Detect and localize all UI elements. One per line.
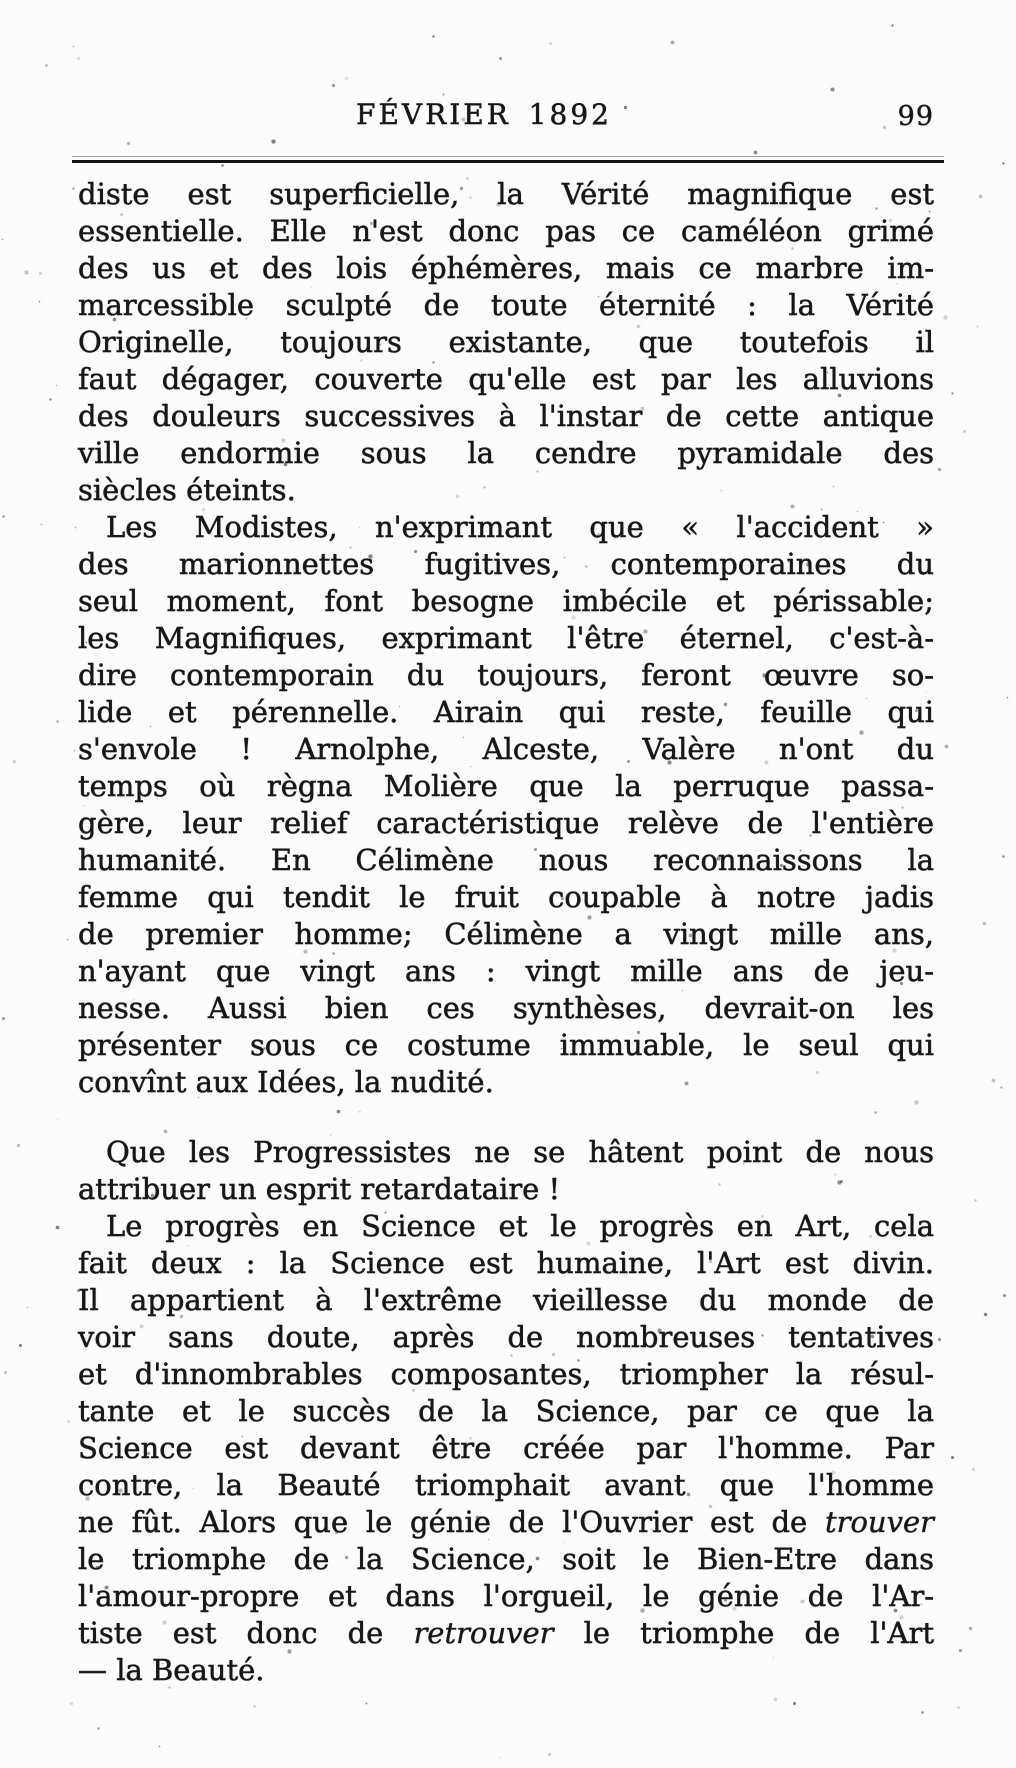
- text-line: de premier homme; Célimène a vingt mille ans,: [78, 917, 934, 951]
- text-line: siècles éteints.: [78, 473, 296, 507]
- text-line: les Magnifiques, exprimant l'être éternel, c'est-à-: [78, 621, 934, 655]
- text-line: Que les Progressistes ne se hâtent point de nous: [106, 1135, 934, 1169]
- page-number: 99: [897, 101, 934, 132]
- text-line: fait deux : la Science est humaine, l'Art est divin.: [78, 1246, 934, 1280]
- text-line: marcessible sculpté de toute éternité : la Vérité: [78, 288, 934, 322]
- text-line: temps où règna Molière que la perruque passa-: [78, 769, 934, 803]
- plain-text: tiste est donc de: [78, 1616, 414, 1650]
- text-line: Science est devant être créée par l'homme. Par: [78, 1431, 934, 1465]
- text-line: l'amour-propre et dans l'orgueil, le génie de l'Ar-: [78, 1579, 934, 1613]
- plain-text: ne fût. Alors que le génie de l'Ouvrier est de: [78, 1505, 825, 1539]
- text-line: seul moment, font besogne imbécile et périssable;: [78, 584, 934, 618]
- text-line: contre, la Beauté triomphait avant que l'homme: [78, 1468, 934, 1502]
- text-line: [78, 1615, 934, 1652]
- text-line: femme qui tendit le fruit coupable à notre jadis: [78, 880, 934, 914]
- text-line: présenter sous ce costume immuable, le seul qui: [78, 1028, 934, 1062]
- text-line: n'ayant que vingt ans : vingt mille ans de jeu-: [78, 954, 934, 988]
- header-rule: [72, 156, 944, 163]
- text-line: le triomphe de la Science, soit le Bien-Etre dans: [78, 1542, 934, 1576]
- text-line: des douleurs successives à l'instar de cette antique: [78, 399, 934, 433]
- text-line: — la Beauté.: [78, 1653, 265, 1687]
- text-line: des us et des lois éphémères, mais ce marbre im-: [78, 251, 934, 285]
- text-line: nesse. Aussi bien ces synthèses, devrait-on les: [78, 991, 934, 1025]
- running-title: FÉVRIER 1892: [356, 98, 612, 131]
- plain-text: le triomphe de l'Art: [553, 1616, 934, 1650]
- text-line: Originelle, toujours existante, que toutefois il: [78, 325, 934, 359]
- text-line: humanité. En Célimène nous reconnaissons la: [78, 843, 934, 877]
- paragraph: [78, 1134, 934, 1208]
- paragraph: [78, 176, 934, 509]
- scan-noise-speckles: [0, 0, 1, 1]
- text-line: voir sans doute, après de nombreuses tentatives: [78, 1320, 934, 1354]
- text-line: essentielle. Elle n'est donc pas ce caméléon grimé: [78, 214, 934, 248]
- page-body: [78, 176, 934, 1689]
- text-line: tante et le succès de la Science, par ce que la: [78, 1394, 934, 1428]
- text-line: ville endormie sous la cendre pyramidale des: [78, 436, 934, 470]
- text-line: Le progrès en Science et le progrès en Art, cela: [106, 1209, 934, 1243]
- paragraph: [78, 1208, 934, 1689]
- italic-text: retrouver: [413, 1616, 554, 1650]
- text-line: des marionnettes fugitives, contemporaines du: [78, 547, 934, 581]
- text-line: [78, 1504, 934, 1541]
- text-line: et d'innombrables composantes, triompher la résul-: [78, 1357, 934, 1391]
- text-line: faut dégager, couverte qu'elle est par les alluvions: [78, 362, 934, 396]
- text-line: attribuer un esprit retardataire !: [78, 1172, 561, 1206]
- text-line: Les Modistes, n'exprimant que « l'accident »: [106, 510, 934, 544]
- page-header: [78, 98, 934, 138]
- text-line: s'envole ! Arnolphe, Alceste, Valère n'ont du: [78, 732, 934, 766]
- text-line: convînt aux Idées, la nudité.: [78, 1065, 494, 1099]
- text-line: dire contemporain du toujours, feront œuvre so-: [78, 658, 934, 692]
- text-line: gère, leur relief caractéristique relève de l'entière: [78, 806, 934, 840]
- text-line: Il appartient à l'extrême vieillesse du monde de: [78, 1283, 934, 1317]
- text-line: lide et pérennelle. Airain qui reste, feuille qui: [78, 695, 934, 729]
- text-line: diste est superficielle, la Vérité magnifique est: [78, 177, 934, 211]
- italic-text: trouver: [824, 1505, 934, 1539]
- paragraph: [78, 509, 934, 1101]
